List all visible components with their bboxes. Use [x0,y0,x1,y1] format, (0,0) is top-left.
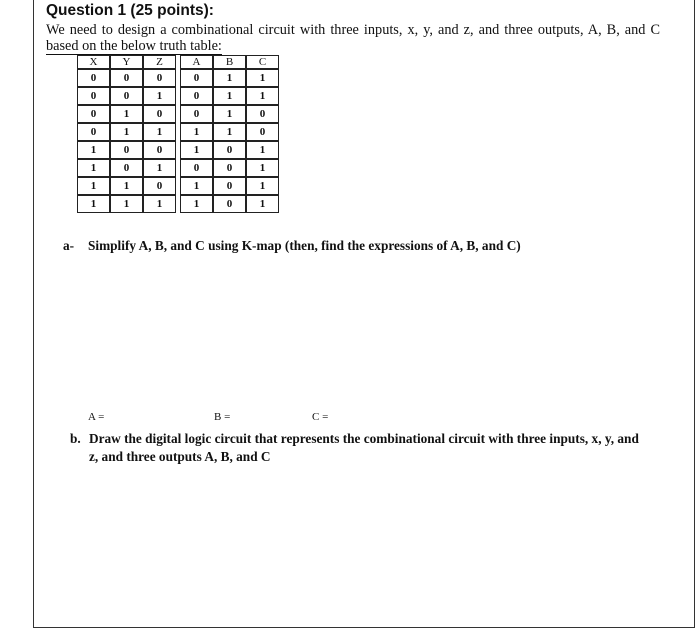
table-row [77,105,279,123]
input-cell: 0 [77,105,110,123]
input-cell: 1 [110,105,143,123]
output-header-cell: B [213,55,246,69]
input-cell: 0 [143,177,176,195]
input-header-cell: Y [110,55,143,69]
table-row [77,195,279,213]
output-cell: 1 [213,87,246,105]
output-cell: 0 [213,177,246,195]
output-cell: 0 [180,87,213,105]
part-a-text: Simplify A, B, and C using K-map (then, find the expressions of A, B, and C) [88,238,521,253]
input-header-cell: Z [143,55,176,69]
output-cell: 0 [246,105,279,123]
table-row [77,69,279,87]
input-cell: 1 [143,195,176,213]
output-cell: 0 [213,159,246,177]
answer-a: A = [88,411,105,423]
input-cell: 1 [143,123,176,141]
intro-line-2: based on the below truth table: [46,38,222,54]
output-cell: 1 [180,141,213,159]
table-row [77,87,279,105]
input-cell: 0 [77,69,110,87]
answer-c: C = [312,411,329,423]
input-cell: 1 [110,177,143,195]
input-cell: 0 [110,87,143,105]
table-row [77,123,279,141]
output-cell: 1 [180,195,213,213]
answer-b: B = [214,411,231,423]
output-cell: 0 [180,105,213,123]
input-cell: 1 [143,87,176,105]
input-cell: 0 [77,87,110,105]
input-cell: 0 [143,105,176,123]
input-cell: 0 [110,141,143,159]
input-cell: 1 [110,195,143,213]
input-cell: 0 [110,159,143,177]
output-cell: 1 [246,195,279,213]
table-row [77,159,279,177]
input-cell: 0 [143,141,176,159]
input-cell: 0 [110,69,143,87]
question-heading: Question 1 (25 points): [46,2,214,19]
input-cell: 1 [110,123,143,141]
table-row [77,177,279,195]
output-cell: 1 [246,141,279,159]
output-header-cell: A [180,55,213,69]
output-cell: 1 [213,105,246,123]
output-cell: 1 [213,123,246,141]
truth-table [77,55,279,213]
part-b-text: Draw the digital logic circuit that represents the combinational circuit with three inputs, x, y, and z, and three outputs A, B, and C [89,431,639,464]
output-cell: 0 [213,141,246,159]
table-row [77,141,279,159]
input-cell: 0 [143,69,176,87]
part-a [63,238,521,254]
output-cell: 1 [213,69,246,87]
output-cell: 1 [246,69,279,87]
table-header-row [77,55,279,69]
output-header-cell: C [246,55,279,69]
output-cell: 0 [213,195,246,213]
output-cell: 0 [246,123,279,141]
output-cell: 1 [180,177,213,195]
input-cell: 1 [77,177,110,195]
output-cell: 1 [246,159,279,177]
output-cell: 1 [246,177,279,195]
output-cell: 1 [246,87,279,105]
input-cell: 1 [77,159,110,177]
part-b [70,430,650,466]
output-cell: 0 [180,69,213,87]
input-header-cell: X [77,55,110,69]
part-a-label: a- [63,238,75,253]
input-cell: 1 [77,141,110,159]
output-cell: 1 [180,123,213,141]
input-cell: 1 [143,159,176,177]
intro-line-1: We need to design a combinational circuit with three inputs, x, y, and z, and three outputs, A, B, and C [46,22,660,38]
input-cell: 0 [77,123,110,141]
input-cell: 1 [77,195,110,213]
part-b-label: b. [70,431,81,446]
output-cell: 0 [180,159,213,177]
